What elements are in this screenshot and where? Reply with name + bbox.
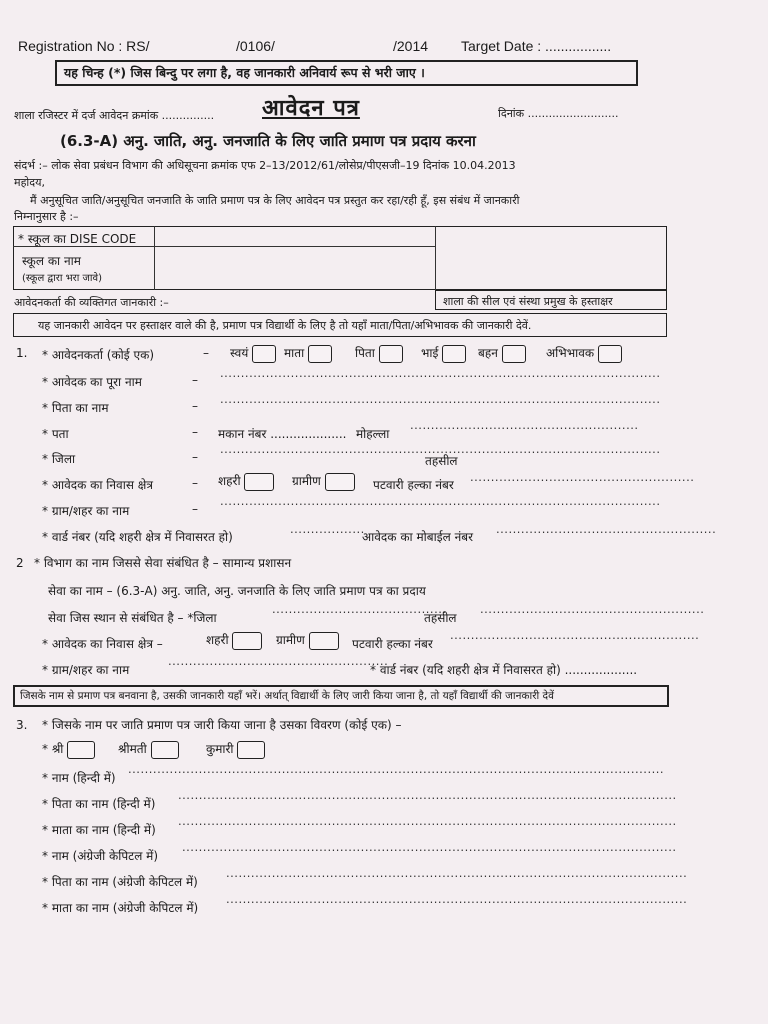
register-no-label: शाला रजिस्टर में दर्ज आवेदन क्रमांक ............... bbox=[14, 109, 215, 122]
title-label: कुमारी bbox=[206, 742, 234, 756]
section2-village-label: * ग्राम/शहर का नाम bbox=[42, 663, 130, 677]
section2-village-input[interactable]: ..................................................... bbox=[168, 654, 389, 668]
mother-hindi-label: * माता का नाम (हिन्दी में) bbox=[42, 823, 156, 837]
option-label: पिता bbox=[355, 346, 375, 360]
mobile-input[interactable]: ..................................................... bbox=[496, 522, 717, 536]
section2-tehsil-input[interactable]: ...................................................... bbox=[480, 602, 705, 616]
mother-checkbox[interactable] bbox=[308, 345, 332, 363]
patwari-label: पटवारी हल्का नंबर bbox=[373, 478, 454, 492]
rural-checkbox[interactable] bbox=[325, 473, 355, 491]
father-name-input[interactable]: .......................................................................................................... bbox=[220, 392, 661, 406]
option-self bbox=[230, 344, 276, 363]
table-divider bbox=[435, 226, 436, 290]
seal-label: शाला की सील एवं संस्था प्रमुख के हस्ताक्षर bbox=[443, 295, 613, 308]
district-input[interactable]: .......................................................................................................... bbox=[220, 442, 661, 456]
section2-patwari-label: पटवारी हल्का नंबर bbox=[352, 637, 433, 651]
service-name-label: सेवा का नाम – (6.3-A) अनु. जाति, अनु. जनजाति के लिए जाति प्रमाण पत्र का प्रदाय bbox=[48, 584, 426, 598]
urban-label: शहरी bbox=[206, 633, 229, 647]
dash: – bbox=[203, 346, 209, 360]
ward-no-label: * वार्ड नंबर (यदि शहरी क्षेत्र में निवासरत हो) bbox=[42, 530, 233, 544]
salutation: महोदय, bbox=[14, 176, 45, 189]
title-shri bbox=[42, 740, 95, 759]
father-hindi-label: * पिता का नाम (हिन्दी में) bbox=[42, 797, 156, 811]
registration-label: Registration No : RS/ bbox=[18, 38, 150, 54]
option-label: अभिभावक bbox=[546, 346, 595, 360]
mandatory-note: यह चिन्ह (*) जिस बिन्दु पर लगा है, वह जानकारी अनिवार्य रूप से भरी जाए । bbox=[64, 65, 425, 80]
shrimati-checkbox[interactable] bbox=[151, 741, 179, 759]
village-city-label: * ग्राम/शहर का नाम bbox=[42, 504, 130, 518]
village-city-input[interactable]: .......................................................................................................... bbox=[220, 494, 661, 508]
section2-number: 2 bbox=[16, 556, 24, 570]
district-label: * जिला bbox=[42, 452, 76, 466]
section3-title: * जिसके नाम पर जाति प्रमाण पत्र जारी किया जाना है उसका विवरण (कोई एक) – bbox=[42, 718, 402, 732]
form-subtitle: (6.3-A) अनु. जाति, अनु. जनजाति के लिए जाति प्रमाण पत्र प्रदाय करना bbox=[60, 132, 476, 150]
section2-rural-option bbox=[276, 631, 339, 650]
father-checkbox[interactable] bbox=[379, 345, 403, 363]
full-name-label: * आवेदक का पूरा नाम bbox=[42, 375, 142, 389]
name-hindi-input[interactable]: ................................................................................................................................. bbox=[128, 762, 665, 776]
house-no-label[interactable]: मकान नंबर .................... bbox=[218, 427, 347, 441]
ward-no-input[interactable]: .................. bbox=[290, 522, 365, 536]
school-name-note: (स्कूल द्वारा भरा जावे) bbox=[22, 273, 102, 284]
guardian-checkbox[interactable] bbox=[598, 345, 622, 363]
option-mother bbox=[284, 344, 332, 363]
mobile-label: आवेदक का मोबाईल नंबर bbox=[362, 530, 473, 544]
tehsil-label: तहसील bbox=[425, 454, 458, 468]
intro-line2: निम्नानुसार है :– bbox=[14, 210, 79, 223]
residence-area-label: * आवेदक का निवास क्षेत्र bbox=[42, 478, 153, 492]
address-label: * पता bbox=[42, 427, 69, 441]
mother-english-label: * माता का नाम (अंग्रेजी केपिटल में) bbox=[42, 901, 199, 915]
form-title: आवेदन पत्र bbox=[262, 96, 360, 121]
option-label: माता bbox=[284, 346, 305, 360]
service-district-input[interactable]: .......................................... bbox=[272, 602, 447, 616]
school-name-input[interactable] bbox=[160, 252, 430, 286]
sister-checkbox[interactable] bbox=[502, 345, 526, 363]
option-label: भाई bbox=[421, 346, 439, 360]
dise-code-input[interactable] bbox=[160, 230, 430, 244]
info-note: यह जानकारी आवेदन पर हस्ताक्षर वाले की है, प्रमाण पत्र विद्यार्थी के लिए है तो यहाँ माता/पिता/अभिभावक की जानकारी देवें. bbox=[38, 319, 532, 332]
option-label: स्वयं bbox=[230, 346, 249, 360]
mother-hindi-input[interactable]: ........................................................................................................................ bbox=[178, 814, 677, 828]
title-shrimati bbox=[118, 740, 179, 759]
registration-part2: /0106/ bbox=[236, 38, 275, 54]
patwari-input[interactable]: ...................................................... bbox=[470, 470, 695, 484]
section2-urban-option bbox=[206, 631, 262, 650]
rural-label: ग्रामीण bbox=[276, 633, 305, 647]
brother-checkbox[interactable] bbox=[442, 345, 466, 363]
rural-label: ग्रामीण bbox=[292, 474, 321, 488]
section2-urban-checkbox[interactable] bbox=[232, 632, 262, 650]
kumari-checkbox[interactable] bbox=[237, 741, 265, 759]
father-name-label: * पिता का नाम bbox=[42, 401, 109, 415]
section3-number: 3. bbox=[16, 718, 28, 732]
school-name-label: स्कूल का नाम bbox=[22, 254, 81, 268]
option-label: बहन bbox=[478, 346, 498, 360]
personal-info-label: आवेदनकर्ता की व्यक्तिगत जानकारी :– bbox=[14, 296, 169, 309]
father-hindi-input[interactable]: ........................................................................................................................ bbox=[178, 788, 677, 802]
registration-part3: /2014 bbox=[393, 38, 429, 54]
service-place-label: सेवा जिस स्थान से संबंधित है – *जिला bbox=[48, 611, 217, 625]
dise-code-label: * स्कूल का DISE CODE bbox=[18, 232, 137, 246]
section1-number: 1. bbox=[16, 346, 28, 360]
mohalla-label: मोहल्ला bbox=[356, 427, 390, 441]
urban-option bbox=[218, 472, 274, 491]
intro-line1: मैं अनुसूचित जाति/अनुसूचित जनजाति के जाति प्रमाण पत्र के लिए आवेदन पत्र प्रस्तुत कर रहा/रही हूँ, इस संबंध में जानकारी bbox=[30, 194, 520, 207]
option-brother bbox=[421, 344, 466, 363]
rural-option bbox=[292, 472, 355, 491]
date-label: दिनांक .......................... bbox=[498, 107, 619, 120]
section2-residence-label: * आवेदक का निवास क्षेत्र – bbox=[42, 637, 163, 651]
title-kumari bbox=[206, 740, 265, 759]
option-sister bbox=[478, 344, 526, 363]
name-english-label: * नाम (अंग्रेजी केपिटल में) bbox=[42, 849, 159, 863]
urban-label: शहरी bbox=[218, 474, 241, 488]
shri-checkbox[interactable] bbox=[67, 741, 95, 759]
name-english-input[interactable]: ....................................................................................................................... bbox=[182, 840, 677, 854]
father-english-label: * पिता का नाम (अंग्रेजी केपिटल में) bbox=[42, 875, 198, 889]
section2-patwari-input[interactable]: ............................................................ bbox=[450, 628, 700, 642]
title-label: * श्री bbox=[42, 742, 64, 756]
table-divider bbox=[154, 226, 155, 290]
title-label: श्रीमती bbox=[118, 742, 147, 756]
full-name-input[interactable]: .......................................................................................................... bbox=[220, 366, 661, 380]
mother-english-input[interactable]: ............................................................................................................... bbox=[226, 892, 688, 906]
father-english-input[interactable]: ............................................................................................................... bbox=[226, 866, 688, 880]
mohalla-input[interactable]: ....................................................... bbox=[410, 418, 639, 432]
department-label: * विभाग का नाम जिससे सेवा संबंधित है – सामान्य प्रशासन bbox=[34, 556, 292, 570]
self-checkbox[interactable] bbox=[252, 345, 276, 363]
option-guardian bbox=[546, 344, 622, 363]
option-father bbox=[355, 344, 403, 363]
section2-rural-checkbox[interactable] bbox=[309, 632, 339, 650]
name-hindi-label: * नाम (हिन्दी में) bbox=[42, 771, 116, 785]
reference: संदर्भ :– लोक सेवा प्रबंधन विभाग की अधिसूचना क्रमांक एफ 2–13/2012/61/लोसेप्र/पीएसजी–19 दिनांक 10.04.2013 bbox=[14, 159, 516, 172]
urban-checkbox[interactable] bbox=[244, 473, 274, 491]
section2-ward-label[interactable]: * वार्ड नंबर (यदि शहरी क्षेत्र में निवासरत हो) ................... bbox=[370, 663, 638, 677]
applicant-label: * आवेदनकर्ता (कोई एक) bbox=[42, 348, 155, 362]
target-date: Target Date : ................. bbox=[461, 38, 612, 54]
student-note: जिसके नाम से प्रमाण पत्र बनवाना है, उसकी जानकारी यहाँ भरें। अर्थात् विद्यार्थी के लिए जारी किया जाना है, तो यहाँ विद्यार्थी की जानकारी देवें bbox=[20, 690, 554, 702]
section2-tehsil-label: तहसील bbox=[424, 611, 457, 625]
